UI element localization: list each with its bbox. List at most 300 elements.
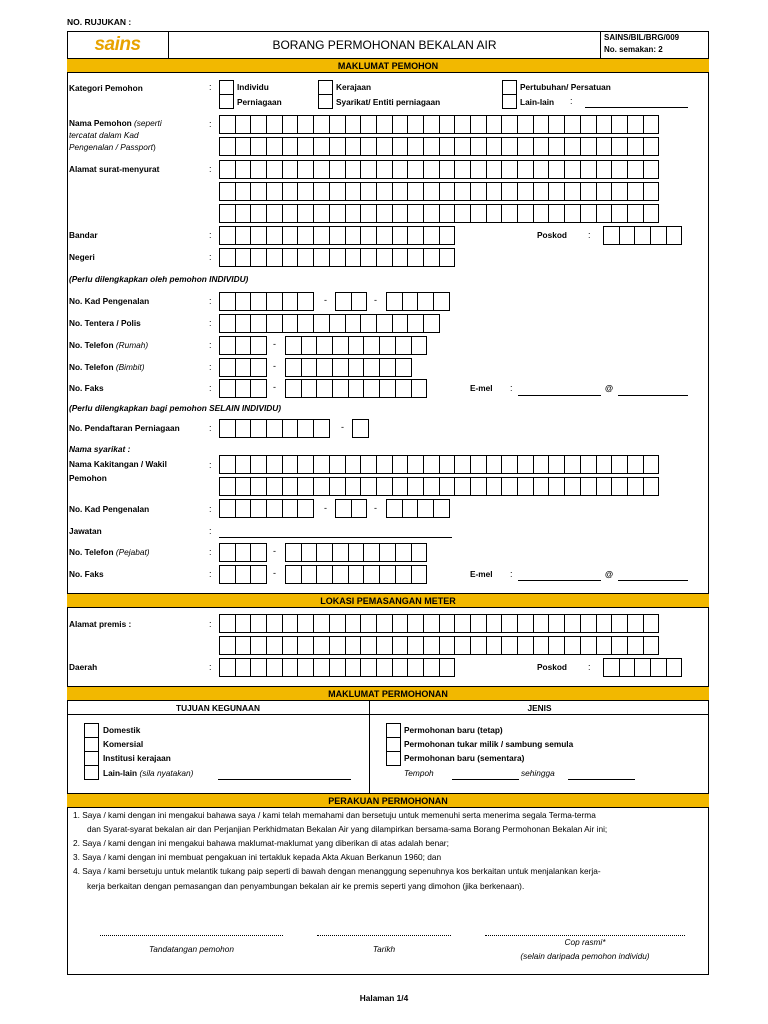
char-box[interactable] [250, 614, 267, 633]
char-box[interactable] [643, 204, 660, 223]
char-box[interactable] [501, 115, 518, 134]
char-box[interactable] [297, 137, 314, 156]
char-box[interactable] [363, 565, 380, 584]
ic-boxes-1[interactable] [219, 292, 313, 311]
char-box[interactable] [301, 543, 318, 562]
char-box[interactable] [548, 115, 565, 134]
char-box[interactable] [395, 543, 412, 562]
char-box[interactable] [235, 204, 252, 223]
char-box[interactable] [533, 477, 550, 496]
char-box[interactable] [486, 477, 503, 496]
char-box[interactable] [345, 614, 362, 633]
char-box[interactable] [250, 248, 267, 267]
char-box[interactable] [619, 658, 636, 677]
char-box[interactable] [316, 565, 333, 584]
char-box[interactable] [376, 314, 393, 333]
char-box[interactable] [611, 477, 628, 496]
char-box[interactable] [392, 477, 409, 496]
premise-postcode-boxes[interactable] [603, 658, 681, 677]
char-box[interactable] [392, 182, 409, 201]
char-box[interactable] [345, 226, 362, 245]
char-box[interactable] [548, 455, 565, 474]
char-box[interactable] [517, 455, 534, 474]
char-box[interactable] [345, 204, 362, 223]
checkbox-new-temporary[interactable] [386, 751, 401, 766]
char-box[interactable] [235, 226, 252, 245]
char-box[interactable] [219, 358, 236, 377]
char-box[interactable] [423, 226, 440, 245]
position-line[interactable] [219, 537, 452, 538]
district-boxes[interactable] [219, 658, 454, 677]
char-box[interactable] [345, 636, 362, 655]
char-box[interactable] [297, 115, 314, 134]
char-box[interactable] [235, 248, 252, 267]
char-box[interactable] [548, 182, 565, 201]
char-box[interactable] [360, 455, 377, 474]
char-box[interactable] [580, 204, 597, 223]
char-box[interactable] [360, 314, 377, 333]
char-box[interactable] [376, 137, 393, 156]
premise-boxes-2[interactable] [219, 636, 658, 655]
char-box[interactable] [285, 565, 302, 584]
char-box[interactable] [423, 477, 440, 496]
checkbox-pertubuhan[interactable] [502, 80, 517, 95]
char-box[interactable] [596, 204, 613, 223]
char-box[interactable] [564, 182, 581, 201]
char-box[interactable] [219, 499, 236, 518]
char-box[interactable] [533, 636, 550, 655]
char-box[interactable] [564, 455, 581, 474]
char-box[interactable] [266, 658, 283, 677]
char-box[interactable] [596, 477, 613, 496]
char-box[interactable] [423, 115, 440, 134]
address-boxes-1[interactable] [219, 160, 658, 179]
char-box[interactable] [235, 565, 252, 584]
char-box[interactable] [297, 182, 314, 201]
email-domain-line[interactable] [618, 395, 688, 396]
char-box[interactable] [533, 204, 550, 223]
char-box[interactable] [313, 182, 330, 201]
char-box[interactable] [297, 314, 314, 333]
char-box[interactable] [282, 477, 299, 496]
char-box[interactable] [313, 314, 330, 333]
checkbox-new-permanent[interactable] [386, 723, 401, 738]
char-box[interactable] [402, 292, 419, 311]
char-box[interactable] [417, 499, 434, 518]
char-box[interactable] [235, 336, 252, 355]
char-box[interactable] [611, 204, 628, 223]
char-box[interactable] [313, 204, 330, 223]
char-box[interactable] [250, 419, 267, 438]
char-box[interactable] [332, 358, 349, 377]
char-box[interactable] [611, 137, 628, 156]
char-box[interactable] [627, 614, 644, 633]
char-box[interactable] [423, 658, 440, 677]
char-box[interactable] [470, 115, 487, 134]
char-box[interactable] [266, 182, 283, 201]
char-box[interactable] [360, 658, 377, 677]
char-box[interactable] [564, 477, 581, 496]
char-box[interactable] [219, 419, 236, 438]
other-category-line[interactable] [585, 107, 688, 108]
checkbox-komersial[interactable] [84, 737, 99, 752]
char-box[interactable] [332, 543, 349, 562]
char-box[interactable] [250, 292, 267, 311]
char-box[interactable] [219, 636, 236, 655]
checkbox-lain-lain[interactable] [502, 94, 517, 109]
char-box[interactable] [439, 455, 456, 474]
char-box[interactable] [439, 226, 456, 245]
char-box[interactable] [352, 419, 369, 438]
char-box[interactable] [407, 455, 424, 474]
char-box[interactable] [501, 455, 518, 474]
char-box[interactable] [392, 658, 409, 677]
char-box[interactable] [282, 314, 299, 333]
checkbox-individu[interactable] [219, 80, 234, 95]
char-box[interactable] [316, 543, 333, 562]
char-box[interactable] [395, 358, 412, 377]
char-box[interactable] [219, 204, 236, 223]
checkbox-transfer[interactable] [386, 737, 401, 752]
char-box[interactable] [345, 455, 362, 474]
fax-number-boxes[interactable] [285, 379, 426, 398]
char-box[interactable] [407, 115, 424, 134]
char-box[interactable] [376, 115, 393, 134]
char-box[interactable] [407, 182, 424, 201]
char-box[interactable] [219, 314, 236, 333]
char-box[interactable] [411, 543, 428, 562]
char-box[interactable] [439, 658, 456, 677]
char-box[interactable] [235, 658, 252, 677]
char-box[interactable] [470, 204, 487, 223]
char-box[interactable] [439, 614, 456, 633]
char-box[interactable] [454, 614, 471, 633]
char-box[interactable] [376, 204, 393, 223]
checkbox-lain-lain-purpose[interactable] [84, 765, 99, 780]
char-box[interactable] [533, 455, 550, 474]
char-box[interactable] [282, 115, 299, 134]
char-box[interactable] [564, 115, 581, 134]
char-box[interactable] [392, 226, 409, 245]
char-box[interactable] [313, 658, 330, 677]
char-box[interactable] [548, 137, 565, 156]
business-reg-check-box[interactable] [352, 419, 368, 438]
char-box[interactable] [297, 614, 314, 633]
char-box[interactable] [627, 477, 644, 496]
char-box[interactable] [250, 115, 267, 134]
phone-home-number-boxes[interactable] [285, 336, 426, 355]
char-box[interactable] [250, 336, 267, 355]
char-box[interactable] [360, 204, 377, 223]
char-box[interactable] [360, 636, 377, 655]
char-box[interactable] [285, 543, 302, 562]
char-box[interactable] [634, 658, 651, 677]
char-box[interactable] [360, 137, 377, 156]
checkbox-institusi[interactable] [84, 751, 99, 766]
char-box[interactable] [564, 137, 581, 156]
char-box[interactable] [250, 379, 267, 398]
char-box[interactable] [282, 160, 299, 179]
char-box[interactable] [235, 115, 252, 134]
char-box[interactable] [533, 182, 550, 201]
char-box[interactable] [219, 226, 236, 245]
char-box[interactable] [313, 419, 330, 438]
char-box[interactable] [454, 160, 471, 179]
char-box[interactable] [454, 455, 471, 474]
char-box[interactable] [439, 182, 456, 201]
char-box[interactable] [517, 115, 534, 134]
char-box[interactable] [533, 614, 550, 633]
char-box[interactable] [250, 499, 267, 518]
char-box[interactable] [313, 636, 330, 655]
char-box[interactable] [486, 455, 503, 474]
char-box[interactable] [297, 160, 314, 179]
char-box[interactable] [486, 204, 503, 223]
char-box[interactable] [360, 477, 377, 496]
char-box[interactable] [329, 658, 346, 677]
char-box[interactable] [282, 248, 299, 267]
char-box[interactable] [266, 204, 283, 223]
char-box[interactable] [329, 477, 346, 496]
char-box[interactable] [235, 292, 252, 311]
char-box[interactable] [301, 358, 318, 377]
char-box[interactable] [548, 477, 565, 496]
char-box[interactable] [282, 614, 299, 633]
char-box[interactable] [332, 336, 349, 355]
char-box[interactable] [329, 314, 346, 333]
checkbox-perniagaan[interactable] [219, 94, 234, 109]
char-box[interactable] [643, 182, 660, 201]
char-box[interactable] [235, 314, 252, 333]
char-box[interactable] [313, 477, 330, 496]
char-box[interactable] [386, 292, 403, 311]
char-box[interactable] [627, 160, 644, 179]
phone-mobile-prefix-boxes[interactable] [219, 358, 266, 377]
char-box[interactable] [580, 115, 597, 134]
char-box[interactable] [345, 160, 362, 179]
char-box[interactable] [501, 204, 518, 223]
char-box[interactable] [329, 614, 346, 633]
char-box[interactable] [407, 477, 424, 496]
char-box[interactable] [386, 499, 403, 518]
char-box[interactable] [564, 204, 581, 223]
char-box[interactable] [517, 137, 534, 156]
char-box[interactable] [282, 292, 299, 311]
char-box[interactable] [392, 115, 409, 134]
char-box[interactable] [329, 455, 346, 474]
char-box[interactable] [454, 115, 471, 134]
char-box[interactable] [611, 455, 628, 474]
rep-ic-boxes-1[interactable] [219, 499, 313, 518]
char-box[interactable] [596, 636, 613, 655]
char-box[interactable] [348, 565, 365, 584]
char-box[interactable] [360, 182, 377, 201]
stamp-line[interactable] [485, 935, 685, 936]
char-box[interactable] [486, 614, 503, 633]
char-box[interactable] [329, 204, 346, 223]
char-box[interactable] [470, 636, 487, 655]
char-box[interactable] [266, 115, 283, 134]
char-box[interactable] [219, 182, 236, 201]
char-box[interactable] [392, 160, 409, 179]
char-box[interactable] [285, 336, 302, 355]
char-box[interactable] [235, 419, 252, 438]
char-box[interactable] [313, 614, 330, 633]
char-box[interactable] [376, 455, 393, 474]
char-box[interactable] [407, 658, 424, 677]
char-box[interactable] [250, 314, 267, 333]
period-start-line[interactable] [452, 779, 519, 780]
char-box[interactable] [392, 314, 409, 333]
char-box[interactable] [266, 226, 283, 245]
char-box[interactable] [345, 314, 362, 333]
char-box[interactable] [266, 314, 283, 333]
city-boxes[interactable] [219, 226, 454, 245]
char-box[interactable] [282, 182, 299, 201]
char-box[interactable] [219, 137, 236, 156]
char-box[interactable] [392, 455, 409, 474]
char-box[interactable] [235, 499, 252, 518]
char-box[interactable] [235, 160, 252, 179]
char-box[interactable] [313, 137, 330, 156]
char-box[interactable] [301, 379, 318, 398]
char-box[interactable] [219, 543, 236, 562]
char-box[interactable] [486, 160, 503, 179]
char-box[interactable] [329, 636, 346, 655]
char-box[interactable] [650, 226, 667, 245]
char-box[interactable] [266, 614, 283, 633]
char-box[interactable] [548, 614, 565, 633]
char-box[interactable] [548, 160, 565, 179]
char-box[interactable] [650, 658, 667, 677]
char-box[interactable] [439, 477, 456, 496]
char-box[interactable] [360, 160, 377, 179]
char-box[interactable] [470, 160, 487, 179]
char-box[interactable] [297, 419, 314, 438]
char-box[interactable] [332, 565, 349, 584]
char-box[interactable] [486, 182, 503, 201]
char-box[interactable] [423, 204, 440, 223]
char-box[interactable] [454, 137, 471, 156]
email-user-line[interactable] [518, 395, 601, 396]
char-box[interactable] [392, 636, 409, 655]
rep-ic-boxes-2[interactable] [335, 499, 366, 518]
name-boxes-2[interactable] [219, 137, 658, 156]
char-box[interactable] [266, 636, 283, 655]
char-box[interactable] [266, 419, 283, 438]
state-boxes[interactable] [219, 248, 454, 267]
char-box[interactable] [250, 182, 267, 201]
char-box[interactable] [250, 543, 267, 562]
char-box[interactable] [423, 248, 440, 267]
char-box[interactable] [517, 636, 534, 655]
char-box[interactable] [564, 160, 581, 179]
ic-boxes-3[interactable] [386, 292, 449, 311]
char-box[interactable] [454, 477, 471, 496]
char-box[interactable] [348, 543, 365, 562]
char-box[interactable] [297, 455, 314, 474]
char-box[interactable] [486, 115, 503, 134]
char-box[interactable] [643, 614, 660, 633]
char-box[interactable] [402, 499, 419, 518]
char-box[interactable] [282, 204, 299, 223]
char-box[interactable] [627, 137, 644, 156]
email2-domain-line[interactable] [618, 580, 688, 581]
char-box[interactable] [407, 314, 424, 333]
char-box[interactable] [329, 137, 346, 156]
char-box[interactable] [417, 292, 434, 311]
char-box[interactable] [439, 204, 456, 223]
char-box[interactable] [316, 379, 333, 398]
char-box[interactable] [603, 658, 620, 677]
char-box[interactable] [329, 115, 346, 134]
char-box[interactable] [548, 636, 565, 655]
char-box[interactable] [392, 137, 409, 156]
char-box[interactable] [250, 160, 267, 179]
char-box[interactable] [348, 358, 365, 377]
char-box[interactable] [313, 455, 330, 474]
email2-user-line[interactable] [518, 580, 601, 581]
char-box[interactable] [285, 358, 302, 377]
char-box[interactable] [219, 292, 236, 311]
char-box[interactable] [392, 204, 409, 223]
char-box[interactable] [316, 358, 333, 377]
char-box[interactable] [282, 455, 299, 474]
char-box[interactable] [611, 160, 628, 179]
char-box[interactable] [580, 160, 597, 179]
char-box[interactable] [580, 614, 597, 633]
char-box[interactable] [282, 499, 299, 518]
char-box[interactable] [235, 182, 252, 201]
char-box[interactable] [407, 248, 424, 267]
char-box[interactable] [282, 419, 299, 438]
date-line[interactable] [317, 935, 451, 936]
char-box[interactable] [379, 358, 396, 377]
char-box[interactable] [360, 614, 377, 633]
char-box[interactable] [407, 636, 424, 655]
char-box[interactable] [219, 336, 236, 355]
char-box[interactable] [297, 248, 314, 267]
business-reg-boxes[interactable] [219, 419, 329, 438]
rep-boxes-2[interactable] [219, 477, 658, 496]
phone-home-prefix-boxes[interactable] [219, 336, 266, 355]
char-box[interactable] [564, 636, 581, 655]
char-box[interactable] [297, 636, 314, 655]
char-box[interactable] [348, 379, 365, 398]
char-box[interactable] [329, 248, 346, 267]
char-box[interactable] [596, 160, 613, 179]
phone-office-prefix-boxes[interactable] [219, 543, 266, 562]
char-box[interactable] [580, 182, 597, 201]
char-box[interactable] [313, 226, 330, 245]
char-box[interactable] [335, 499, 352, 518]
char-box[interactable] [548, 204, 565, 223]
char-box[interactable] [423, 182, 440, 201]
char-box[interactable] [345, 248, 362, 267]
char-box[interactable] [250, 658, 267, 677]
char-box[interactable] [250, 636, 267, 655]
char-box[interactable] [627, 455, 644, 474]
char-box[interactable] [580, 636, 597, 655]
char-box[interactable] [235, 636, 252, 655]
char-box[interactable] [282, 658, 299, 677]
checkbox-domestik[interactable] [84, 723, 99, 738]
char-box[interactable] [501, 636, 518, 655]
char-box[interactable] [219, 248, 236, 267]
char-box[interactable] [345, 658, 362, 677]
char-box[interactable] [345, 137, 362, 156]
char-box[interactable] [501, 160, 518, 179]
